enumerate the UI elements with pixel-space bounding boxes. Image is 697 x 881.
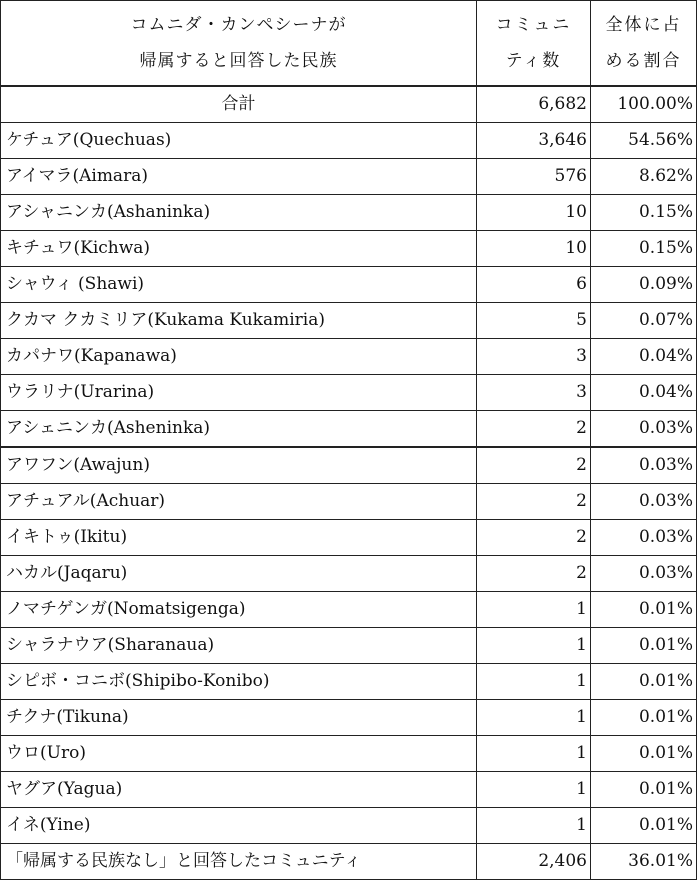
- table-row: [1, 736, 697, 772]
- share-percent: 0.01%: [591, 628, 697, 664]
- share-percent: 0.15%: [591, 231, 697, 267]
- table-row: [1, 556, 697, 592]
- share-percent: 0.01%: [591, 592, 697, 628]
- community-count: 1: [477, 772, 591, 808]
- share-percent: 0.04%: [591, 339, 697, 375]
- share-percent: 0.07%: [591, 303, 697, 339]
- share-percent: 0.15%: [591, 195, 697, 231]
- table-row: [1, 484, 697, 520]
- community-count: 3,646: [477, 123, 591, 159]
- community-count: 10: [477, 231, 591, 267]
- header-community-count: [477, 1, 591, 87]
- share-percent: 0.03%: [591, 447, 697, 484]
- ethnic-name: イネ(Yine): [1, 808, 477, 844]
- ethnic-name: 「帰属する民族なし」と回答したコミュニティ: [1, 844, 477, 880]
- community-count: 2,406: [477, 844, 591, 880]
- community-count: 10: [477, 195, 591, 231]
- community-count: 2: [477, 556, 591, 592]
- total-count: 6,682: [477, 86, 591, 123]
- table-row: [1, 664, 697, 700]
- share-percent: 8.62%: [591, 159, 697, 195]
- share-percent: 0.03%: [591, 411, 697, 448]
- share-percent: 0.01%: [591, 664, 697, 700]
- ethnic-name: ノマチゲンガ(Nomatsigenga): [1, 592, 477, 628]
- table-row: [1, 520, 697, 556]
- community-count: 2: [477, 484, 591, 520]
- no-ethnic-group-row: [1, 844, 697, 880]
- ethnic-name: アワフン(Awajun): [1, 447, 477, 484]
- table-body: [1, 86, 697, 880]
- ethnic-name: シャウィ (Shawi): [1, 267, 477, 303]
- table-row: [1, 123, 697, 159]
- table-row: [1, 303, 697, 339]
- table-row: [1, 447, 697, 484]
- ethnic-name: ウロ(Uro): [1, 736, 477, 772]
- community-count: 6: [477, 267, 591, 303]
- community-count: 1: [477, 664, 591, 700]
- community-count: 1: [477, 808, 591, 844]
- table-row: [1, 375, 697, 411]
- ethnic-name: ウラリナ(Urarina): [1, 375, 477, 411]
- ethnic-name: アチュアル(Achuar): [1, 484, 477, 520]
- ethnic-name: ハカル(Jaqaru): [1, 556, 477, 592]
- ethnic-name: キチュワ(Kichwa): [1, 231, 477, 267]
- header-community-count-line1: コミュニ: [495, 15, 572, 35]
- header-ethnic-group-line2: 帰属すると回答した民族: [139, 51, 338, 71]
- share-percent: 0.01%: [591, 736, 697, 772]
- share-percent: 0.03%: [591, 484, 697, 520]
- share-percent: 36.01%: [591, 844, 697, 880]
- header-share: [591, 1, 697, 87]
- table-row: [1, 231, 697, 267]
- share-percent: 0.09%: [591, 267, 697, 303]
- table-row: [1, 411, 697, 448]
- table-row: [1, 267, 697, 303]
- table-row: [1, 592, 697, 628]
- ethnic-name: シャラナウア(Sharanaua): [1, 628, 477, 664]
- share-percent: 0.03%: [591, 556, 697, 592]
- header-share-line2: める割合: [605, 51, 682, 71]
- ethnic-name: カパナワ(Kapanawa): [1, 339, 477, 375]
- ethnic-name: アシェニンカ(Asheninka): [1, 411, 477, 448]
- community-count: 1: [477, 700, 591, 736]
- share-percent: 0.01%: [591, 772, 697, 808]
- ethnic-name: ケチュア(Quechuas): [1, 123, 477, 159]
- community-count: 2: [477, 447, 591, 484]
- table-row: [1, 808, 697, 844]
- community-count: 3: [477, 375, 591, 411]
- table-row: [1, 339, 697, 375]
- community-count: 2: [477, 520, 591, 556]
- header-ethnic-group-line1: コムニダ・カンペシーナが: [130, 15, 347, 35]
- table-row: [1, 195, 697, 231]
- share-percent: 0.01%: [591, 700, 697, 736]
- header-community-count-line2: ティ数: [505, 51, 562, 71]
- table-header: [1, 1, 697, 87]
- community-count: 2: [477, 411, 591, 448]
- community-count: 1: [477, 736, 591, 772]
- ethnic-name: アイマラ(Aimara): [1, 159, 477, 195]
- table-row: [1, 159, 697, 195]
- total-percent: 100.00%: [591, 86, 697, 123]
- header-share-line1: 全体に占: [605, 15, 682, 35]
- table-row: [1, 772, 697, 808]
- ethnic-name: イキトゥ(Ikitu): [1, 520, 477, 556]
- community-count: 5: [477, 303, 591, 339]
- ethnic-name: アシャニンカ(Ashaninka): [1, 195, 477, 231]
- total-row: [1, 86, 697, 123]
- header-ethnic-group: [1, 1, 477, 87]
- ethnic-name: ヤグア(Yagua): [1, 772, 477, 808]
- share-percent: 54.56%: [591, 123, 697, 159]
- ethnic-name: クカマ クカミリア(Kukama Kukamiria): [1, 303, 477, 339]
- community-count: 576: [477, 159, 591, 195]
- share-percent: 0.03%: [591, 520, 697, 556]
- ethnic-name: シピボ・コニボ(Shipibo-Konibo): [1, 664, 477, 700]
- header-row: [1, 1, 697, 87]
- community-count: 1: [477, 628, 591, 664]
- total-label: 合計: [1, 86, 477, 123]
- community-count: 3: [477, 339, 591, 375]
- table-row: [1, 628, 697, 664]
- community-count: 1: [477, 592, 591, 628]
- ethnic-name: チクナ(Tikuna): [1, 700, 477, 736]
- share-percent: 0.01%: [591, 808, 697, 844]
- share-percent: 0.04%: [591, 375, 697, 411]
- table-row: [1, 700, 697, 736]
